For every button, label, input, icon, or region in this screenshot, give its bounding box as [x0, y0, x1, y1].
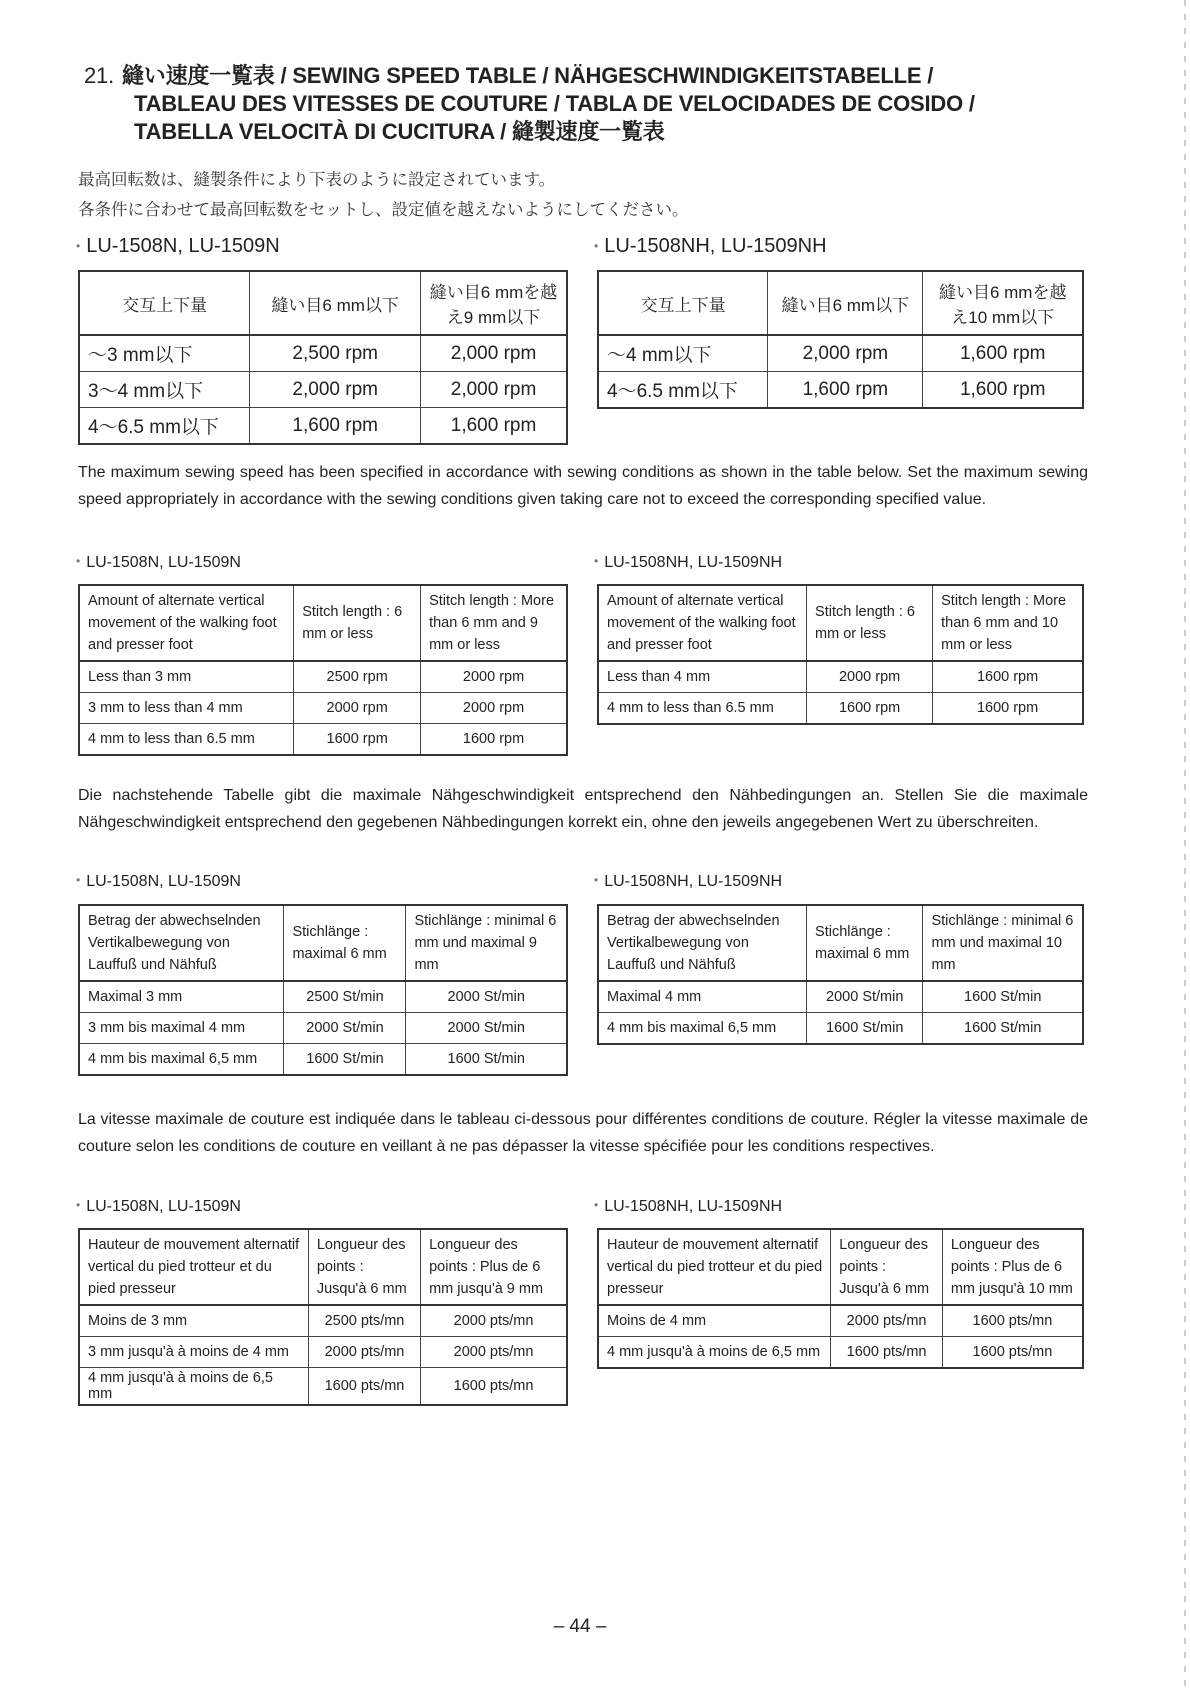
speed-cell: 1600 pts/mn: [942, 1337, 1083, 1369]
speed-cell: 2500 pts/mn: [308, 1305, 420, 1337]
speed-table-german-right: [597, 904, 1084, 1045]
speed-cell: 1600 pts/mn: [831, 1337, 943, 1369]
speed-cell: 2500 rpm: [294, 661, 421, 693]
english-paragraph: The maximum sewing speed has been specified in accordance with sewing conditions as shown in the table below. Set the maximum sewing speed appropriately in accordance with the sewing conditions given taking care not to exceed the corresponding specified value.: [78, 464, 1088, 508]
speed-cell: 1600 rpm: [807, 693, 933, 725]
table-header-cell: Hauteur de mouvement alternatif vertical du pied trotteur et du pied presseur: [79, 1229, 308, 1305]
condition-cell: 4 mm to less than 6.5 mm: [598, 693, 807, 725]
speed-cell: 2000 rpm: [294, 693, 421, 724]
condition-cell: 4～6.5 mm以下: [79, 408, 250, 445]
speed-cell: 1600 St/min: [284, 1044, 406, 1076]
speed-table-japanese-right: [597, 270, 1084, 409]
speed-table-french-left: [78, 1228, 568, 1406]
condition-cell: 3～4 mm以下: [79, 372, 250, 408]
table-row: [79, 1013, 567, 1044]
table-header-row: [79, 1229, 567, 1305]
model-label-left: • LU-1508N, LU-1509N: [76, 554, 241, 572]
table-header-cell: Amount of alternate vertical movement of the walking foot and presser foot: [598, 585, 807, 661]
condition-cell: 4 mm jusqu'à à moins de 6,5 mm: [598, 1337, 831, 1369]
table-row: [79, 335, 567, 372]
title-line-1: 縫い速度一覧表 / SEWING SPEED TABLE / NÄHGESCHWINDIGKEITSTABELLE /: [121, 63, 934, 88]
table-header-cell: 縫い目6 mmを越え10 mm以下: [923, 271, 1083, 335]
table-header-cell: Hauteur de mouvement alternatif vertical du pied trotteur et du pied presseur: [598, 1229, 831, 1305]
table-header-cell: 縫い目6 mmを越え9 mm以下: [421, 271, 567, 335]
table-header-row: [598, 271, 1083, 335]
table-row: [79, 1044, 567, 1076]
speed-cell: 2,500 rpm: [250, 335, 421, 372]
table-row: [598, 372, 1083, 409]
title-line-2: TABLEAU DES VITESSES DE COUTURE / TABLA DE VELOCIDADES DE COSIDO /: [134, 91, 975, 116]
speed-cell: 1,600 rpm: [421, 408, 567, 445]
speed-cell: 1600 rpm: [933, 661, 1083, 693]
table-header-cell: Amount of alternate vertical movement of the walking foot and presser foot: [79, 585, 294, 661]
speed-cell: 2000 St/min: [807, 981, 923, 1013]
table-header-cell: Betrag der abwechselnden Vertikalbewegung von Lauffuß und Nähfuß: [79, 905, 284, 981]
table-header-cell: Longueur des points : Plus de 6 mm jusqu'à 10 mm: [942, 1229, 1083, 1305]
speed-cell: 2000 rpm: [421, 661, 567, 693]
table-header-cell: 縫い目6 mm以下: [250, 271, 421, 335]
table-header-cell: Stitch length : 6 mm or less: [294, 585, 421, 661]
speed-cell: 1,600 rpm: [250, 408, 421, 445]
table-row: [79, 981, 567, 1013]
table-row: [598, 661, 1083, 693]
french-paragraph: La vitesse maximale de couture est indiquée dans le tableau ci-dessous pour différentes conditions de couture. Régler la vitesse maximale de couture selon les conditions de couture en veillant à ne pas dépasser la vitesse spécifiée pour les conditions respectives.: [78, 1111, 1088, 1155]
table-row: [79, 1337, 567, 1368]
speed-cell: 1,600 rpm: [923, 372, 1083, 409]
table-header-cell: Stichlänge : minimal 6 mm und maximal 10 mm: [923, 905, 1083, 981]
speed-cell: 2000 pts/mn: [421, 1305, 567, 1337]
table-row: [598, 693, 1083, 725]
speed-cell: 1600 pts/mn: [421, 1368, 567, 1406]
table-header-cell: 交互上下量: [79, 271, 250, 335]
speed-table-french-right: [597, 1228, 1084, 1369]
speed-cell: 1600 St/min: [923, 1013, 1083, 1045]
speed-cell: 2000 St/min: [284, 1013, 406, 1044]
title-line-3: TABELLA VELOCITÀ DI CUCITURA / 縫製速度一覧表: [134, 119, 665, 144]
speed-cell: 2000 pts/mn: [308, 1337, 420, 1368]
condition-cell: 3 mm jusqu'à à moins de 4 mm: [79, 1337, 308, 1368]
speed-cell: 2,000 rpm: [421, 335, 567, 372]
speed-cell: 1600 St/min: [923, 981, 1083, 1013]
speed-cell: 1600 rpm: [294, 724, 421, 756]
table-header-row: [79, 585, 567, 661]
speed-cell: 2000 pts/mn: [831, 1305, 943, 1337]
condition-cell: 4 mm to less than 6.5 mm: [79, 724, 294, 756]
speed-table-german-left: [78, 904, 568, 1076]
table-row: [598, 981, 1083, 1013]
speed-cell: 1600 rpm: [933, 693, 1083, 725]
condition-cell: Maximal 4 mm: [598, 981, 807, 1013]
speed-table-japanese-left: [78, 270, 568, 445]
table-header-cell: 縫い目6 mm以下: [768, 271, 923, 335]
speed-table-english-left: [78, 584, 568, 756]
speed-cell: 1600 pts/mn: [308, 1368, 420, 1406]
speed-cell: 2500 St/min: [284, 981, 406, 1013]
condition-cell: 4 mm bis maximal 6,5 mm: [598, 1013, 807, 1045]
japanese-text-1: 最高回転数は、縫製条件により下表のように設定されています。: [78, 170, 556, 189]
condition-cell: ～3 mm以下: [79, 335, 250, 372]
table-header-cell: Stitch length : More than 6 mm and 9 mm or less: [421, 585, 567, 661]
table-header-row: [79, 905, 567, 981]
condition-cell: 4 mm bis maximal 6,5 mm: [79, 1044, 284, 1076]
condition-cell: Moins de 4 mm: [598, 1305, 831, 1337]
condition-cell: 3 mm bis maximal 4 mm: [79, 1013, 284, 1044]
scan-edge-divider: [1184, 0, 1186, 1690]
speed-cell: 1600 St/min: [406, 1044, 567, 1076]
condition-cell: 3 mm to less than 4 mm: [79, 693, 294, 724]
table-header-cell: Stichlänge : maximal 6 mm: [284, 905, 406, 981]
table-row: [598, 1337, 1083, 1369]
speed-cell: 2000 rpm: [807, 661, 933, 693]
table-header-cell: Stitch length : 6 mm or less: [807, 585, 933, 661]
table-row: [79, 724, 567, 756]
table-header-cell: Stichlänge : minimal 6 mm und maximal 9 mm: [406, 905, 567, 981]
speed-cell: 1600 St/min: [807, 1013, 923, 1045]
table-row: [79, 661, 567, 693]
speed-cell: 2,000 rpm: [768, 335, 923, 372]
condition-cell: 4 mm jusqu'à à moins de 6,5 mm: [79, 1368, 308, 1406]
condition-cell: Maximal 3 mm: [79, 981, 284, 1013]
table-row: [79, 372, 567, 408]
condition-cell: Less than 3 mm: [79, 661, 294, 693]
speed-cell: 1,600 rpm: [768, 372, 923, 409]
table-header-row: [598, 905, 1083, 981]
table-header-row: [598, 585, 1083, 661]
table-header-cell: Longueur des points : Jusqu'à 6 mm: [831, 1229, 943, 1305]
table-row: [79, 1305, 567, 1337]
speed-cell: 1600 pts/mn: [942, 1305, 1083, 1337]
condition-cell: Moins de 3 mm: [79, 1305, 308, 1337]
speed-cell: 2000 St/min: [406, 981, 567, 1013]
table-row: [598, 1013, 1083, 1045]
japanese-text-2: 各条件に合わせて最高回転数をセットし、設定値を越えないようにしてください。: [78, 200, 689, 219]
table-header-cell: Stitch length : More than 6 mm and 10 mm or less: [933, 585, 1083, 661]
speed-cell: 1600 rpm: [421, 724, 567, 756]
table-row: [79, 1368, 567, 1406]
condition-cell: ～4 mm以下: [598, 335, 768, 372]
table-row: [79, 408, 567, 445]
table-header-cell: Longueur des points : Jusqu'à 6 mm: [308, 1229, 420, 1305]
speed-cell: 2000 St/min: [406, 1013, 567, 1044]
speed-table-english-right: [597, 584, 1084, 725]
speed-cell: 2000 pts/mn: [421, 1337, 567, 1368]
model-label-left: • LU-1508N, LU-1509N: [76, 873, 241, 891]
table-header-cell: Longueur des points : Plus de 6 mm jusqu'à 9 mm: [421, 1229, 567, 1305]
model-label-right: • LU-1508NH, LU-1509NH: [594, 873, 782, 891]
model-label-left: • LU-1508N, LU-1509N: [76, 1198, 241, 1216]
page-number: – 44 –: [553, 1616, 607, 1637]
speed-cell: 2000 rpm: [421, 693, 567, 724]
table-header-cell: Stichlänge : maximal 6 mm: [807, 905, 923, 981]
german-paragraph: Die nachstehende Tabelle gibt die maximale Nähgeschwindigkeit entsprechend den Nähbedingungen an. Stellen Sie die maximale Nähgeschwindigkeit entsprechend den gegebenen Nähbedingungen korrekt ein, ohne den jeweils angegebenen Wert zu überschreiten.: [78, 787, 1088, 831]
table-row: [598, 335, 1083, 372]
table-header-row: [79, 271, 567, 335]
model-label-right: • LU-1508NH, LU-1509NH: [594, 554, 782, 572]
section-number: 21.: [84, 63, 114, 88]
condition-cell: 4～6.5 mm以下: [598, 372, 768, 409]
condition-cell: Less than 4 mm: [598, 661, 807, 693]
model-label-left: • LU-1508N, LU-1509N: [76, 235, 280, 258]
speed-cell: 1,600 rpm: [923, 335, 1083, 372]
speed-cell: 2,000 rpm: [421, 372, 567, 408]
model-label-right: • LU-1508NH, LU-1509NH: [594, 1198, 782, 1216]
table-row: [598, 1305, 1083, 1337]
table-row: [79, 693, 567, 724]
table-header-cell: Betrag der abwechselnden Vertikalbewegung von Lauffuß und Nähfuß: [598, 905, 807, 981]
speed-cell: 2,000 rpm: [250, 372, 421, 408]
table-header-cell: 交互上下量: [598, 271, 768, 335]
section-title: [84, 62, 975, 146]
table-header-row: [598, 1229, 1083, 1305]
model-label-right: • LU-1508NH, LU-1509NH: [594, 235, 827, 258]
